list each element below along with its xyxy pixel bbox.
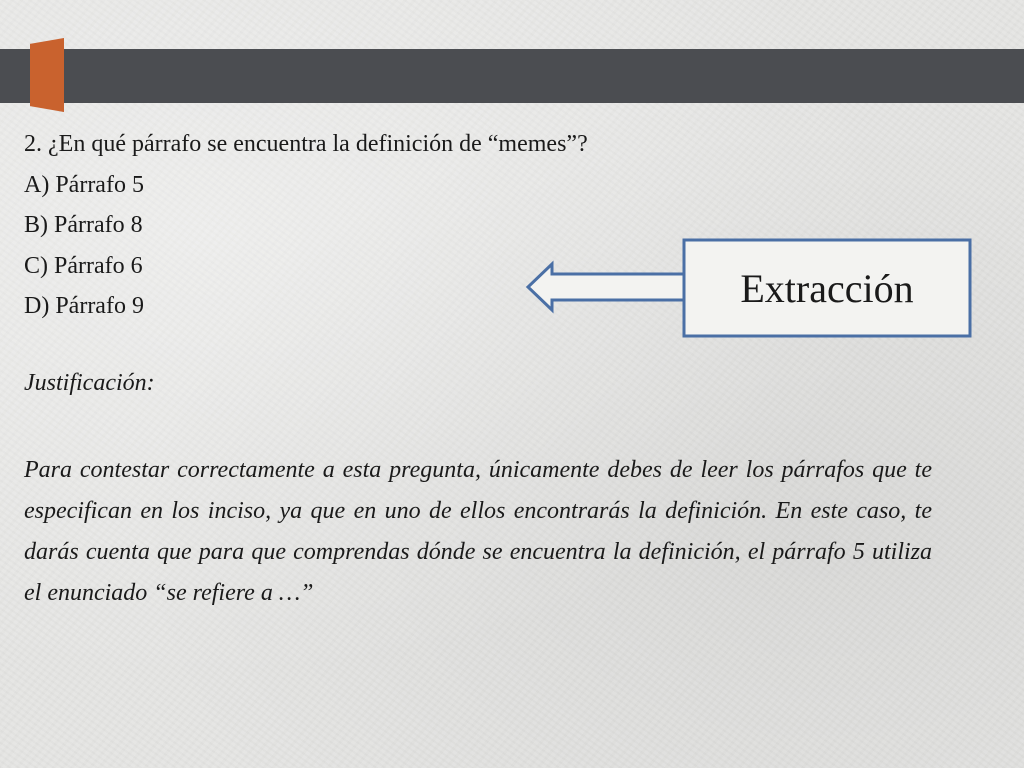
option-a: A) Párrafo 5 bbox=[24, 171, 144, 198]
left-arrow-icon bbox=[528, 264, 684, 310]
justification-text: Para contestar correctamente a esta pregunta, únicamente debes de leer los párrafos que te especifican en los inciso, ya que en uno de ellos encontrarás la definición. En este caso, te darás cuenta que para que comprendas dónde se encuentra la definición, el párrafo 5 utiliza el enunciado “se refiere a …” bbox=[24, 457, 932, 606]
option-b: B) Párrafo 8 bbox=[24, 212, 143, 238]
question-block bbox=[24, 124, 588, 327]
option-c: C) Párrafo 6 bbox=[24, 252, 143, 279]
accent-tab bbox=[30, 38, 64, 112]
option-d: D) Párrafo 9 bbox=[24, 293, 144, 319]
callout-label: Extracción bbox=[740, 265, 914, 311]
header-bar bbox=[0, 49, 1024, 103]
justification-label: Justificación: bbox=[24, 370, 155, 396]
question-prompt: 2. ¿En qué párrafo se encuentra la definición de “memes”? bbox=[24, 131, 588, 157]
